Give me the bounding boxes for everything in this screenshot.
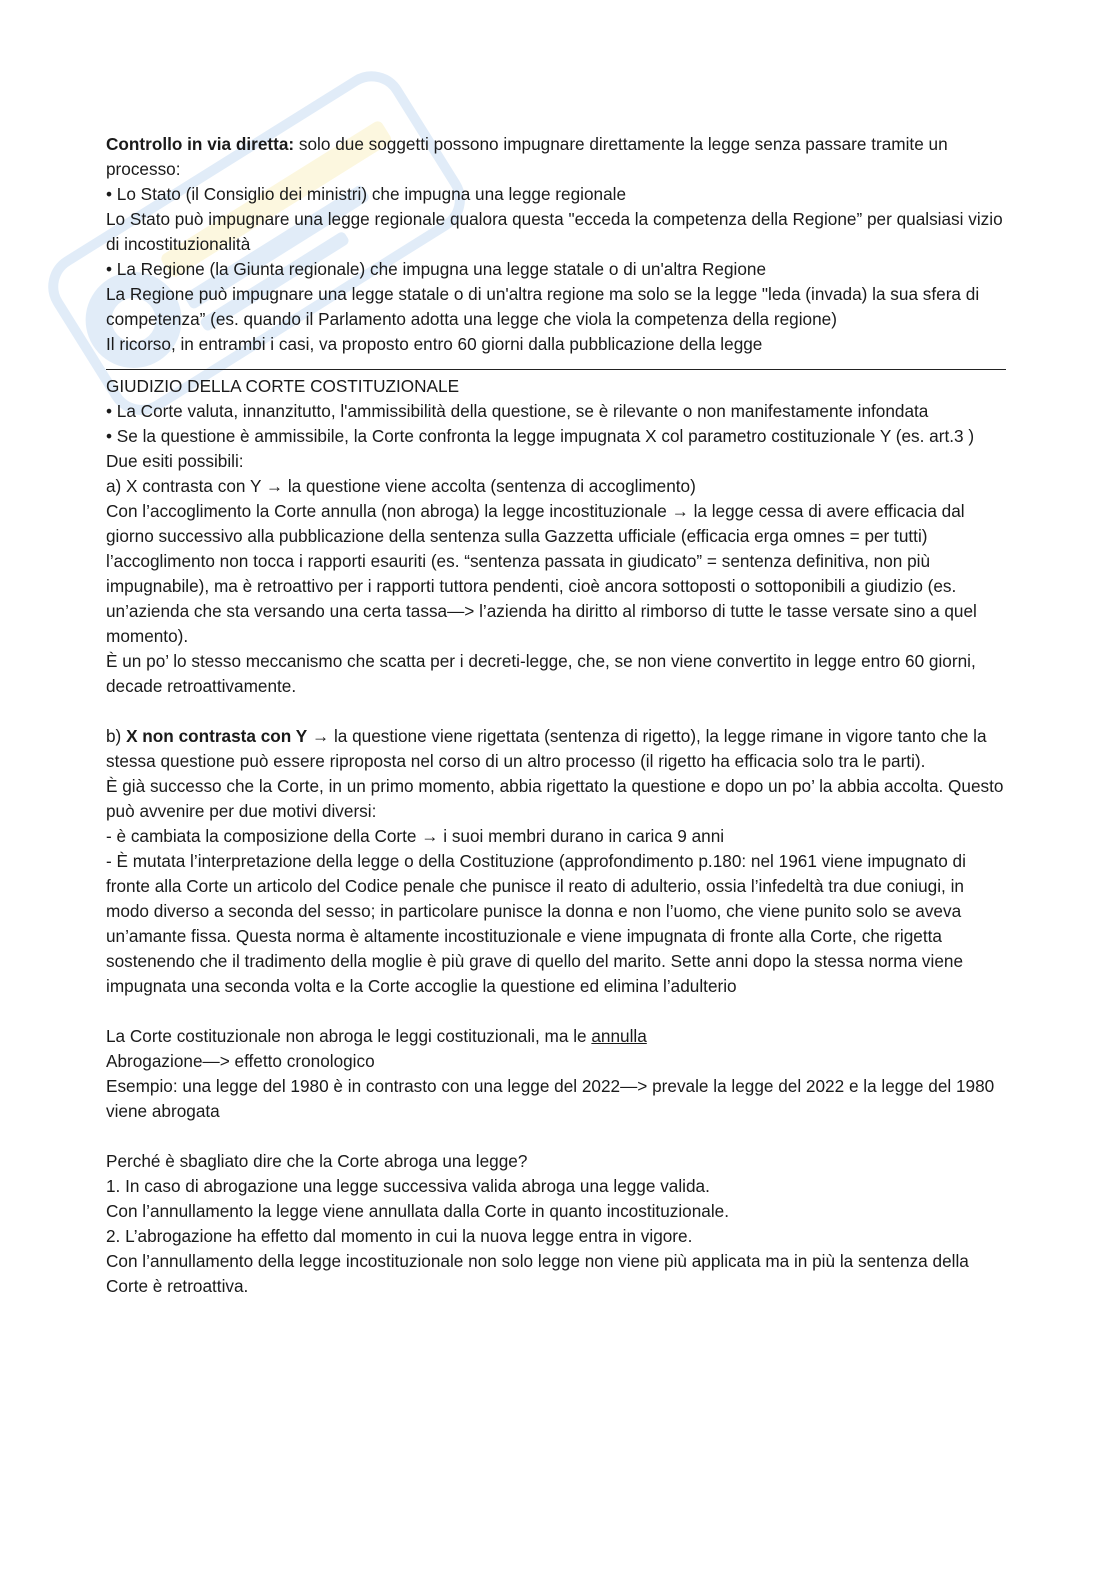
why-point-1-contrast: Con l’annullamento la legge viene annullata dalla Corte in quanto incostituzionale. (106, 1201, 729, 1221)
bullet-state: • Lo Stato (il Consiglio dei ministri) che impugna una legge regionale (106, 184, 627, 204)
outcome-b-rest: → la questione viene rigettata (sentenza di rigetto), la legge rimane in vigore tanto che la stessa questione può essere riproposta nel corso di un altro processo (il rigetto ha efficacia solo tra le parti). (106, 726, 987, 771)
annulment-line-prefix: La Corte costituzionale non abroga le leggi costituzionali, ma le (106, 1026, 592, 1046)
reason-2: - È mutata l’interpretazione della legge o della Costituzione (approfondimento p.180: nel 1961 viene impugnato di fronte alla Corte un articolo del Codice penale che punisce il reato di adulterio, ossia l’infedeltà tra due coniugi, in modo diverso a seconda del sesso; in particolare punisce la donna e non l’uomo, che viene punito solo se aveva un’amante fissa. Questa norma è altamente incostituzionale e viene impugnata di fronte alla Corte, che rigetta sostenendo che il tradimento della moglie è più grave di quello del marito. Sette anni dopo la stessa norma viene impugnata una seconda volta e la Corte accoglie la questione ed elimina l’adulterio (106, 851, 966, 996)
why-point-2: 2. L’abrogazione ha effetto dal momento in cui la nuova legge entra in vigore. (106, 1226, 693, 1246)
direct-control-intro-text: solo due soggetti possono impugnare direttamente la legge senza passare tramite un processo: (106, 134, 948, 179)
region-paragraph: La Regione può impugnare una legge statale o di un'altra regione ma solo se la legge "leda (invada) la sua sfera di competenza” (es. quando il Parlamento adotta una legge che viola la competenza della regione) (106, 284, 980, 329)
judgment-heading: GIUDIZIO DELLA CORTE COSTITUZIONALE (106, 376, 460, 396)
accoglimento-paragraph-3: È un po’ lo stesso meccanismo che scatta per i decreti-legge, che, se non viene convertito in legge entro 60 giorni, decade retroattivamente. (106, 651, 976, 696)
bullet-region: • La Regione (la Giunta regionale) che impugna una legge statale o di un'altra Regione (106, 259, 766, 279)
bullet-admissibility: • La Corte valuta, innanzitutto, l'ammissibilità della questione, se è rilevante o non manifestamente infondata (106, 401, 929, 421)
annulment-underlined: annulla (591, 1026, 647, 1046)
why-point-1: 1. In caso di abrogazione una legge successiva valida abroga una legge valida. (106, 1176, 710, 1196)
outcomes-intro: Due esiti possibili: (106, 451, 244, 471)
spacer (106, 999, 1006, 1024)
bullet-compare: • Se la questione è ammissibile, la Corte confronta la legge impugnata X col parametro costituzionale Y (es. art.3 ) (106, 426, 975, 446)
direct-control-intro (106, 132, 1006, 182)
section-divider (106, 369, 1006, 370)
accoglimento-paragraph-1: Con l’accoglimento la Corte annulla (non abroga) la legge incostituzionale → la legge cessa di avere efficacia dal giorno successivo alla pubblicazione della sentenza sulla Gazzetta ufficiale (efficacia erga omnes = per tutti) (106, 501, 965, 546)
rigetto-paragraph: È già successo che la Corte, in un primo momento, abbia rigettato la questione e dopo un po’ la abbia accolta. Questo può avvenire per due motivi diversi: (106, 776, 1004, 821)
outcome-b-prefix: b) (106, 726, 127, 746)
outcome-b (106, 724, 1006, 774)
outcome-b-bold: X non contrasta con Y (126, 726, 308, 746)
outcome-a: a) X contrasta con Y → la questione viene accolta (sentenza di accoglimento) (106, 476, 696, 496)
direct-control-heading: Controllo in via diretta: (106, 134, 295, 154)
abrogation-example: Esempio: una legge del 1980 è in contrasto con una legge del 2022—> prevale la legge del 2022 e la legge del 1980 viene abrogata (106, 1076, 995, 1121)
document-page (106, 132, 1006, 1299)
spacer (106, 699, 1006, 724)
abrogation-line: Abrogazione—> effetto cronologico (106, 1051, 375, 1071)
state-paragraph: Lo Stato può impugnare una legge regionale qualora questa "ecceda la competenza della Regione” per qualsiasi vizio di incostituzionalità (106, 209, 1003, 254)
accoglimento-paragraph-2: l’accoglimento non tocca i rapporti esauriti (es. “sentenza passata in giudicato” = sentenza definitiva, non più impugnabile), ma è retroattivo per i rapporti tuttora pendenti, cioè ancora sottoposti o sottoponibili a giudizio (es. un’azienda che sta versando una certa tassa—> l’azienda ha diritto al rimborso di tutte le tasse versate sino a quel momento). (106, 551, 977, 646)
why-point-2-contrast: Con l’annullamento della legge incostituzionale non solo legge non viene più applicata ma in più la sentenza della Corte è retroattiva. (106, 1251, 969, 1296)
why-question: Perché è sbagliato dire che la Corte abroga una legge? (106, 1151, 528, 1171)
annulment-line (106, 1024, 1006, 1049)
deadline-paragraph: Il ricorso, in entrambi i casi, va proposto entro 60 giorni dalla pubblicazione della legge (106, 334, 763, 354)
reason-1: - è cambiata la composizione della Corte → i suoi membri durano in carica 9 anni (106, 826, 725, 846)
spacer (106, 1124, 1006, 1149)
